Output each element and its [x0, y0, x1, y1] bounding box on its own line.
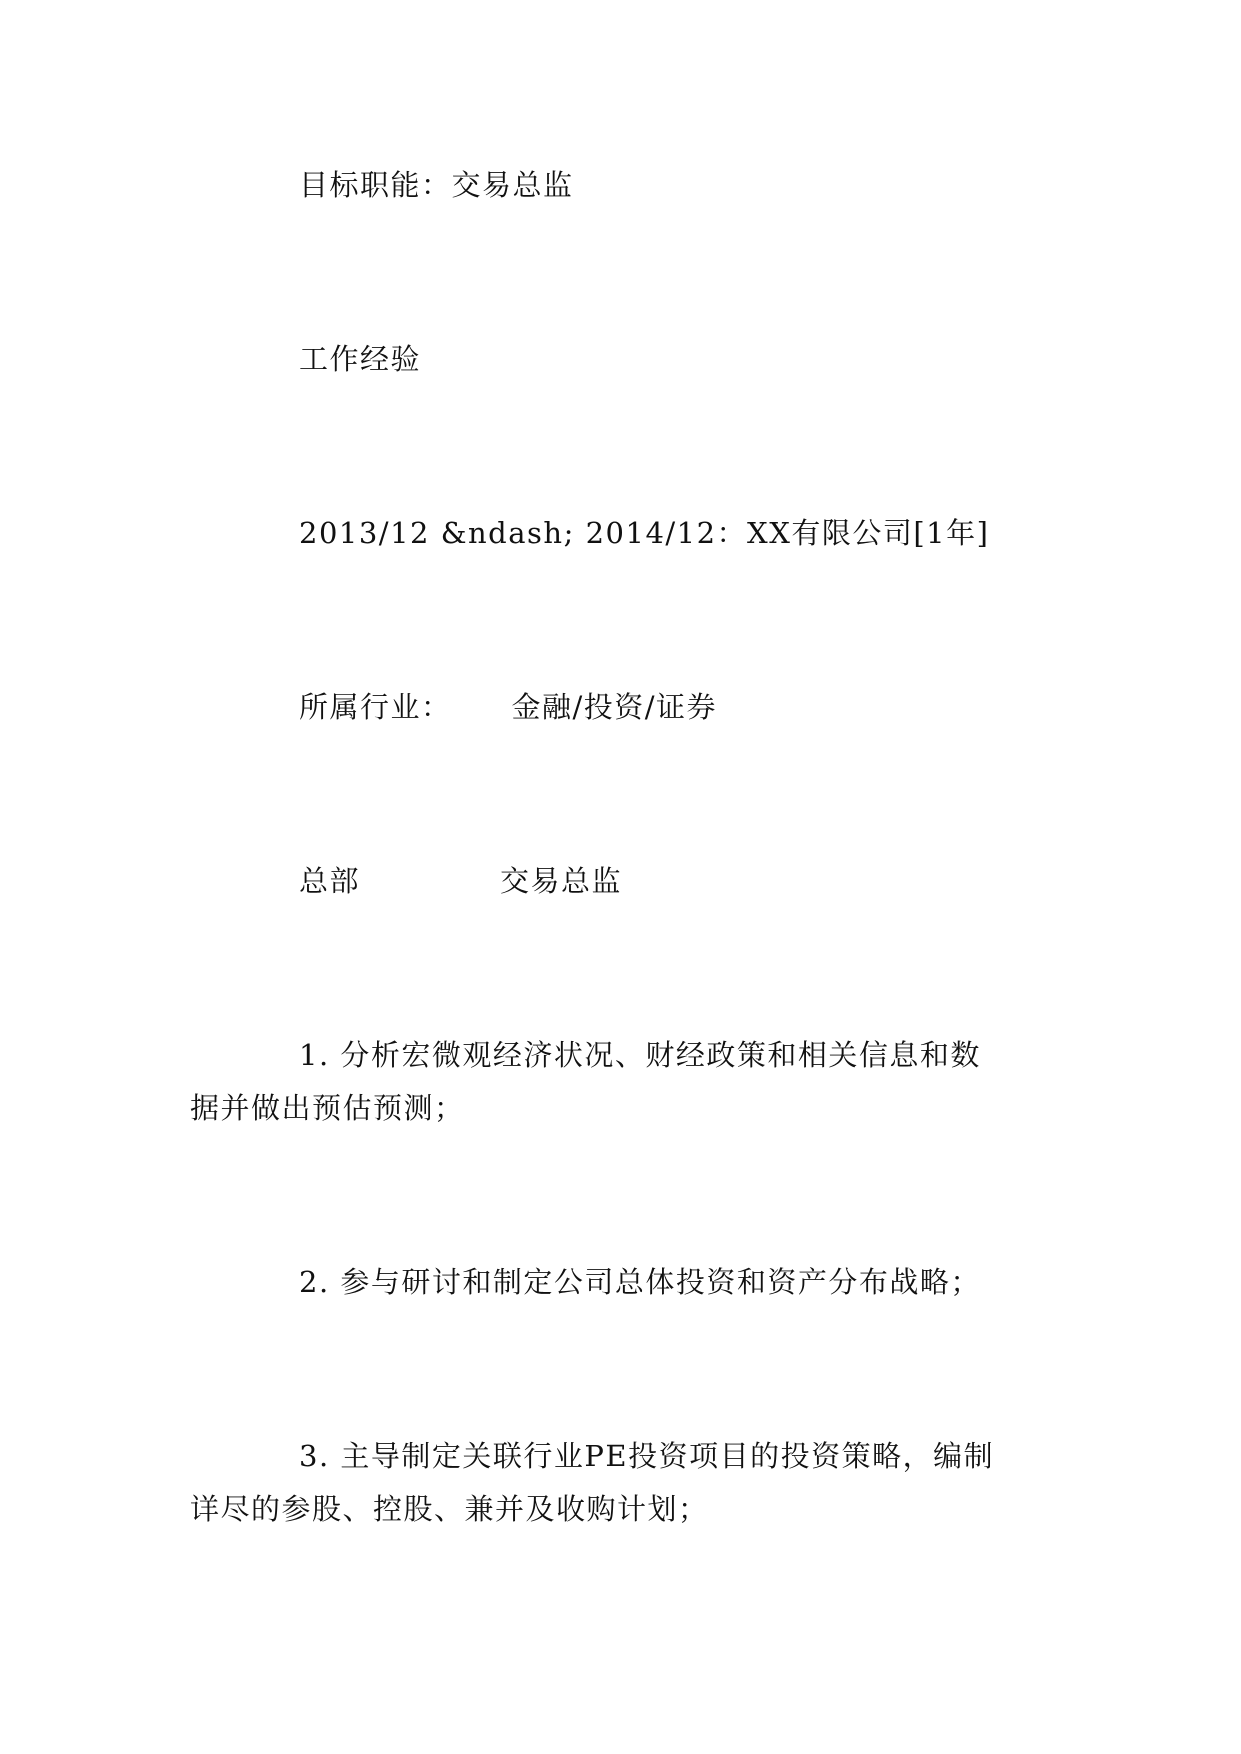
industry-line — [299, 687, 717, 727]
duty-1-line-1: 1. 分析宏微观经济状况、财经政策和相关信息和数 — [299, 1038, 981, 1072]
position: 交易总监 — [500, 864, 623, 898]
department-position-line — [299, 861, 622, 901]
department: 总部 — [299, 864, 361, 898]
industry-value: 金融/投资/证券 — [511, 690, 718, 724]
employment-period-line: 2013/12 &ndash; 2014/12：XX有限公司[1年] — [299, 516, 990, 550]
duty-2-line-1: 2. 参与研讨和制定公司总体投资和资产分布战略； — [299, 1265, 981, 1299]
industry-label: 所属行业： — [299, 690, 452, 724]
target-function-line: 目标职能：交易总监 — [299, 168, 574, 202]
duty-3-line-1: 3. 主导制定关联行业PE投资项目的投资策略，编制 — [299, 1439, 995, 1473]
duty-1-line-2: 据并做出预估预测； — [190, 1091, 465, 1125]
duty-3-line-2: 详尽的参股、控股、兼并及收购计划； — [190, 1492, 709, 1526]
section-title: 工作经验 — [299, 342, 422, 376]
